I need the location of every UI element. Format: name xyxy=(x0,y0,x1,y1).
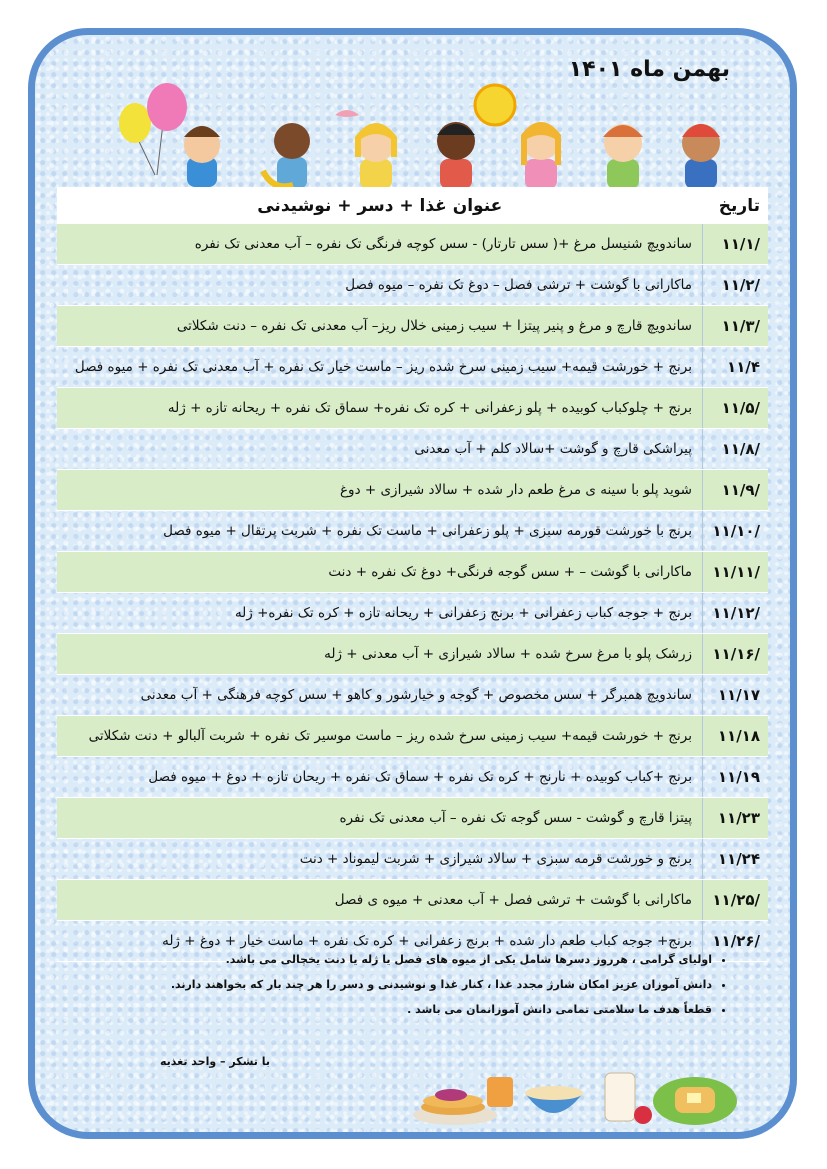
row-date: /۱۱/۵ xyxy=(703,388,769,429)
row-menu: زرشک پلو با مرغ سرخ شده + سالاد شیرازی + آب معدنی + ژله xyxy=(57,634,703,675)
row-date: /۱۱/۲۵ xyxy=(703,880,769,921)
table-row xyxy=(57,880,768,921)
row-date: /۱۱/۱ xyxy=(703,224,769,265)
row-date: /۱۱/۱۰ xyxy=(703,511,769,552)
table-row xyxy=(57,224,768,265)
note-item: • اولیای گرامی ، هرروز دسرها شامل یکی از میوه های فصل یا ژله یا دنت یخچالی می باشد. xyxy=(90,953,712,966)
row-menu: ساندویچ قارچ و مرغ و پنیر پیتزا + سیب زمینی خلال ریز– آب معدنی تک نفره – دنت شکلاتی xyxy=(57,306,703,347)
row-date: ۱۱/۲۴ xyxy=(703,839,769,880)
row-menu: پیراشکی قارچ و گوشت +سالاد کلم + آب معدنی xyxy=(57,429,703,470)
row-menu: برنج و خورشت قرمه سبزی + سالاد شیرازی + شربت لیموناد + دنت xyxy=(57,839,703,880)
table-header-row xyxy=(57,187,768,224)
row-date: ۱۱/۴ xyxy=(703,347,769,388)
breakfast-food-illustration xyxy=(405,1063,745,1133)
row-menu: برنج +کباب کوبیده + نارنج + کره تک نفره + سماق تک نفره + ریحان تازه + دوغ + میوه فصل xyxy=(57,757,703,798)
row-menu: برنج + خورشت قیمه+ سیب زمینی سرخ شده ریز – ماست موسیر تک نفره + شربت آلبالو + دنت شکلاتی xyxy=(57,716,703,757)
page-title: بهمن ماه ۱۴۰۱ xyxy=(568,57,730,82)
table-row xyxy=(57,470,768,511)
table-row xyxy=(57,429,768,470)
row-menu: ساندویچ همبرگر + سس مخصوص + گوجه و خیارشور و کاهو + سس کوچه فرهنگی + آب معدنی xyxy=(57,675,703,716)
row-date: /۱۱/۱۱ xyxy=(703,552,769,593)
table-row xyxy=(57,716,768,757)
table-row xyxy=(57,634,768,675)
note-item: • دانش آموزان عزیز امکان شارژ مجدد غذا ، کنار غذا و نوشیدنی و دسر را هر چند بار که بخواهند دارند. xyxy=(90,978,712,991)
row-menu: ماکارانی با گوشت – + سس گوجه فرنگی+ دوغ تک نفره + دنت xyxy=(57,552,703,593)
table-row xyxy=(57,265,768,306)
row-date: ۱۱/۱۹ xyxy=(703,757,769,798)
notes-section xyxy=(90,953,730,1028)
row-menu: شوید پلو با سینه ی مرغ طعم دار شده + سالاد شیرازی + دوغ xyxy=(57,470,703,511)
row-menu: برنج + جوجه کباب زعفرانی + برنج زعفرانی + ریحانه تازه + کره تک نفره+ ژله xyxy=(57,593,703,634)
children-holding-hands-illustration xyxy=(85,75,745,203)
table-row xyxy=(57,839,768,880)
table-row xyxy=(57,552,768,593)
row-date: ۱۱/۱۷ xyxy=(703,675,769,716)
row-date: /۱۱/۳ xyxy=(703,306,769,347)
row-date: /۱۱/۲ xyxy=(703,265,769,306)
row-date: ۱۱/۱۸ xyxy=(703,716,769,757)
note-item: • قطعاً هدف ما سلامتی تمامی دانش آموزانمان می باشد . xyxy=(90,1003,712,1016)
row-menu: برنج با خورشت قورمه سبزی + پلو زعفرانی + ماست تک نفره + شربت پرتقال + میوه فصل xyxy=(57,511,703,552)
row-menu: ساندویچ شنیسل مرغ +( سس تارتار) - سس کوچه فرنگی تک نفره – آب معدنی تک نفره xyxy=(57,224,703,265)
row-menu: ماکارانی با گوشت + ترشی فصل + آب معدنی + میوه ی فصل xyxy=(57,880,703,921)
row-date: /۱۱/۹ xyxy=(703,470,769,511)
table-row xyxy=(57,347,768,388)
row-menu: پیتزا قارچ و گوشت - سس گوجه تک نفره – آب معدنی تک نفره xyxy=(57,798,703,839)
header-date: تاریخ xyxy=(703,187,769,224)
row-date: /۱۱/۱۶ xyxy=(703,634,769,675)
row-menu: برنج + خورشت قیمه+ سیب زمینی سرخ شده ریز – ماست خیار تک نفره + آب معدنی تک نفره + میوه فصل xyxy=(57,347,703,388)
table-row xyxy=(57,757,768,798)
row-date: /۱۱/۲۶ xyxy=(703,921,769,962)
table-row xyxy=(57,306,768,347)
row-date: ۱۱/۲۳ xyxy=(703,798,769,839)
table-row xyxy=(57,798,768,839)
row-menu: برنج + چلوکباب کوبیده + پلو زعفرانی + کره تک نفره+ سماق تک نفره + ریحانه تازه + ژله xyxy=(57,388,703,429)
table-row xyxy=(57,388,768,429)
row-date: /۱۱/۸ xyxy=(703,429,769,470)
table-row xyxy=(57,511,768,552)
signature: با تشکر – واحد تغذیه xyxy=(159,1055,270,1068)
menu-table xyxy=(57,187,768,962)
row-date: /۱۱/۱۲ xyxy=(703,593,769,634)
row-menu: ماکارانی با گوشت + ترشی فصل – دوغ تک نفره – میوه فصل xyxy=(57,265,703,306)
page-frame xyxy=(28,28,797,1139)
table-row xyxy=(57,675,768,716)
row-menu: برنج+ جوجه کباب طعم دار شده + برنج زعفرانی + کره تک نفره + ماست خیار + دوغ + ژله xyxy=(57,921,703,962)
header-menu: عنوان غذا + دسر + نوشیدنی xyxy=(57,187,703,224)
table-row xyxy=(57,593,768,634)
